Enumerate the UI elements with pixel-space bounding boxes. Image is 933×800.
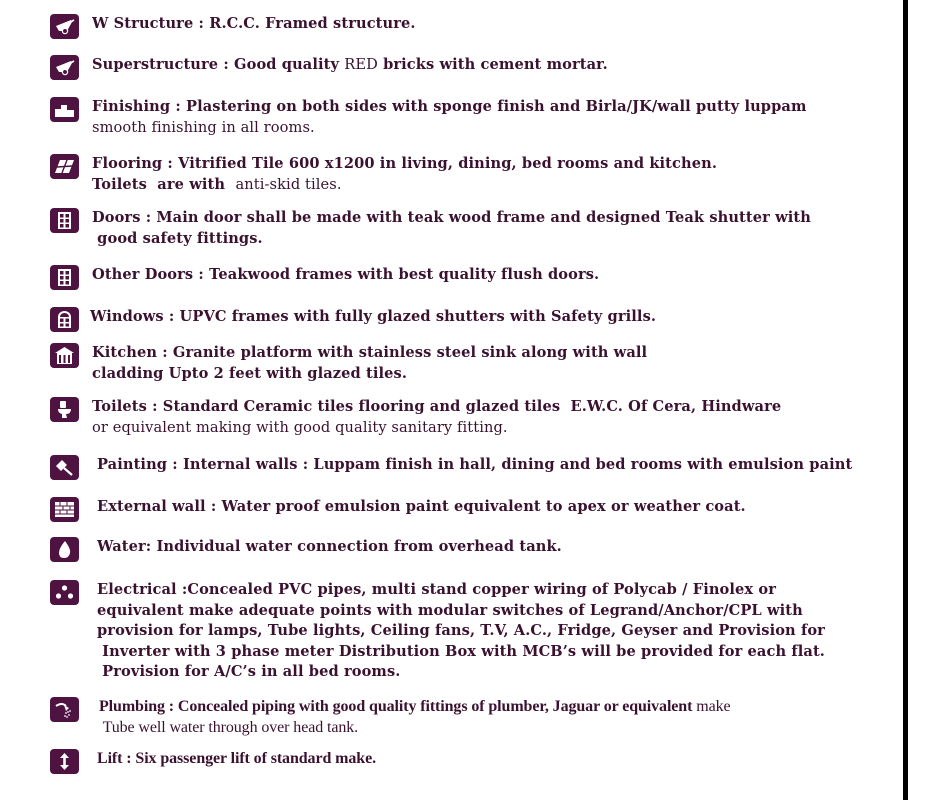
spec-text [97,455,852,476]
spec-line [97,749,376,770]
spec-line [99,697,730,718]
spec-label: Kitchen : [92,344,168,361]
spec-description: UPVC frames with fully glazed shutters with Safety grills. [174,308,657,325]
lift-arrows-icon [50,749,79,774]
spec-line [99,718,730,739]
spec-label: External wall : [97,498,217,515]
spec-line [97,642,825,663]
spec-line [97,580,825,601]
spec-item [50,14,416,39]
spec-line [92,175,717,196]
spec-label: Superstructure : [92,56,229,73]
spec-label: W Structure : [92,15,205,32]
spec-item [50,154,717,195]
spec-description: Plastering on both sides with sponge finish and Birla/JK/wall putty luppam [180,98,807,115]
spec-item [50,397,781,438]
kitchen-icon [50,343,79,368]
spec-line [97,601,825,622]
spec-line [92,55,608,76]
spec-text [97,537,562,558]
spec-label: Flooring : [92,155,173,172]
spec-text [92,208,811,249]
spec-line [92,154,717,175]
spec-text [92,154,717,195]
spec-line [97,621,825,642]
spec-description: bricks with cement mortar. [377,56,608,73]
spec-line [92,397,781,418]
floor-tile-icon [50,154,79,179]
spec-description: R.C.C. Framed structure. [204,15,416,32]
spec-description: : Concealed piping with good quality fittings of plumber, Jaguar or equivalent [164,698,697,715]
wheelbarrow-icon [50,14,79,39]
spec-text [90,307,656,328]
spec-description: Inverter with 3 phase meter Distribution Box with MCB’s will be provided for each flat. [97,642,825,660]
spec-line [92,343,647,364]
spec-label: Doors : [92,209,152,226]
spec-label: Lift : [97,750,132,767]
spec-description: anti-skid tiles. [235,175,342,193]
spec-text [97,749,376,770]
spec-text [92,97,807,138]
spec-item [50,97,807,138]
spec-label: Finishing : [92,98,181,115]
water-drop-icon [50,537,79,562]
spec-label: Water: [97,538,152,555]
spec-description: Standard Ceramic tiles flooring and glazed tiles E.W.C. Of Cera, Hindware [157,398,782,415]
spec-text [92,14,416,35]
spec-item [50,497,746,522]
socket-icon [50,580,79,605]
spec-description: cladding Upto 2 feet with glazed tiles. [92,364,408,382]
spec-item [50,307,656,332]
spec-text [92,265,599,286]
spec-line [90,307,656,328]
spec-line [92,97,807,118]
spec-description: Main door shall be made with teak wood frame and designed Teak shutter with [151,209,811,226]
spec-item [50,455,852,480]
spec-description: Concealed PVC pipes, multi stand copper wiring of Polycab / Finolex or [187,581,777,598]
spec-text [97,497,746,518]
spec-description: good safety fittings. [92,229,263,247]
spec-item [50,265,599,290]
spec-text [92,397,781,438]
spec-description: Toilets are with [92,175,236,193]
spec-line [97,662,825,683]
spec-description: smooth finishing in all rooms. [92,118,315,136]
wheelbarrow-icon [50,55,79,80]
door-icon [50,265,79,290]
spec-line [92,118,807,139]
spec-description: Good quality [228,56,345,73]
spec-description: Teakwood frames with best quality flush doors. [203,266,600,283]
spec-description: Granite platform with stainless steel sink along with wall [167,344,648,361]
spec-text [92,55,608,76]
spec-item [50,55,608,80]
spec-item [50,343,647,384]
spec-text [97,580,825,683]
spec-text [92,343,647,384]
spec-line [97,455,852,476]
paint-brush-icon [50,455,79,480]
spec-label: Toilets : [92,398,158,415]
door-icon [50,208,79,233]
spec-label: Painting : [97,456,178,473]
spec-description: Water proof emulsion paint equivalent to apex or weather coat. [216,498,746,515]
spec-item [50,208,811,249]
spec-description: Six passenger lift of standard make. [131,750,376,767]
spec-line [92,364,647,385]
toilet-icon [50,397,79,422]
spec-description: equivalent make adequate points with modular switches of Legrand/Anchor/CPL with [97,601,803,619]
shower-icon [50,697,79,722]
arched-window-icon [50,307,79,332]
spec-line [92,208,811,229]
spec-description: make [696,698,731,715]
spec-description: RED [344,56,378,73]
spec-item [50,580,825,683]
steps-icon [50,97,79,122]
spec-line [97,537,562,558]
spec-label: Windows : [90,308,175,325]
spec-text [99,697,730,738]
spec-description: Vitrified Tile 600 x1200 in living, dining, bed rooms and kitchen. [172,155,717,172]
page-border-line [903,0,908,800]
spec-label: Plumbing [99,698,165,715]
spec-line [92,265,599,286]
spec-item [50,537,562,562]
spec-line [97,497,746,518]
spec-line [92,418,781,439]
spec-line [92,229,811,250]
spec-description: Provision for A/C’s in all bed rooms. [97,663,401,680]
spec-line [92,14,416,35]
spec-description: Tube well water through over head tank. [99,718,359,736]
spec-description: or equivalent making with good quality sanitary fitting. [92,418,508,436]
spec-description: Internal walls : Luppam finish in hall, dining and bed rooms with emulsion paint [177,456,853,473]
spec-item [50,749,376,774]
spec-item [50,697,730,738]
spec-label: Electrical : [97,581,188,598]
spec-label: Other Doors : [92,266,204,283]
spec-description: Individual water connection from overhead tank. [151,538,562,555]
brick-wall-icon [50,497,79,522]
spec-description: provision for lamps, Tube lights, Ceiling fans, T.V, A.C., Fridge, Geyser and Provision for [97,622,825,639]
